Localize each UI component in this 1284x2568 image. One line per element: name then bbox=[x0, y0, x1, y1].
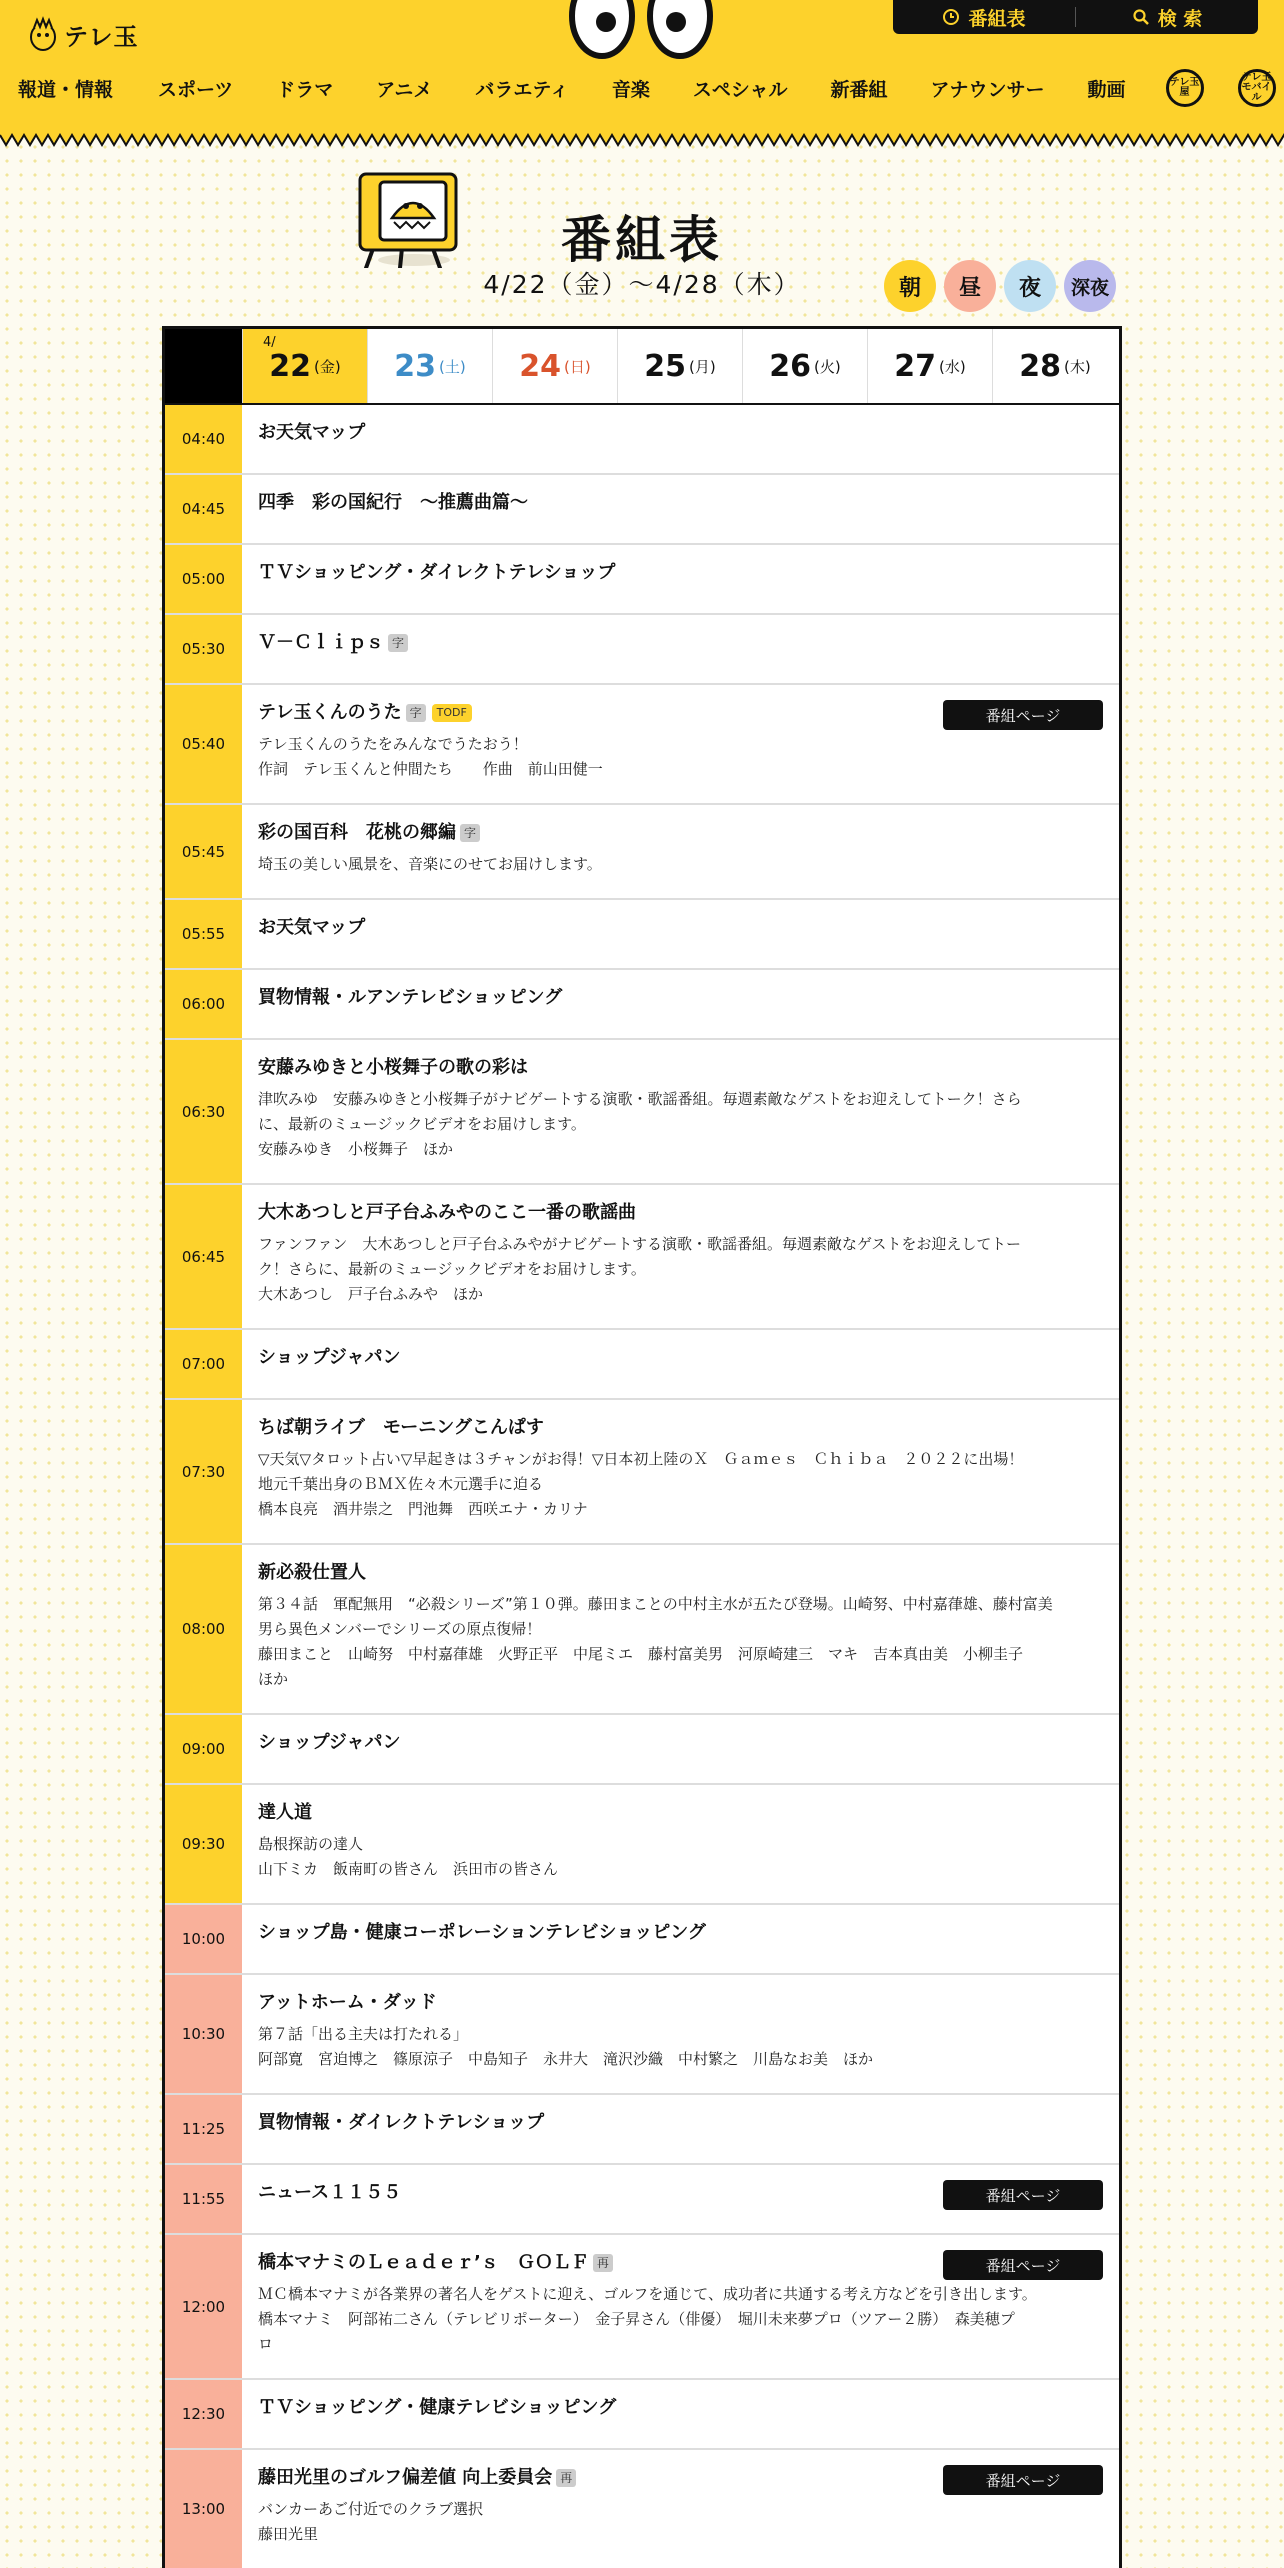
program-cell bbox=[242, 475, 1119, 543]
todf-badge: TODF bbox=[432, 704, 472, 722]
teletama-shop-badge[interactable] bbox=[1166, 69, 1204, 107]
program-title[interactable]: ショップジャパン bbox=[258, 1732, 401, 1753]
program-cell bbox=[242, 2235, 1119, 2378]
program-cell bbox=[242, 805, 1119, 898]
program-description-line: テレ玉くんのうたをみんなでうたおう！ bbox=[258, 735, 528, 753]
day-of-week: (金) bbox=[314, 357, 341, 376]
program-title[interactable]: テレ玉くんのうた bbox=[258, 702, 402, 723]
day-tab-28[interactable] bbox=[992, 329, 1117, 403]
program-cell bbox=[242, 970, 1119, 1038]
program-time: 04:45 bbox=[165, 475, 242, 543]
program-cell bbox=[242, 1975, 1119, 2093]
program-title-line bbox=[258, 917, 1103, 939]
program-description bbox=[258, 2282, 1103, 2357]
filter-daytime[interactable]: 昼 bbox=[944, 260, 996, 312]
program-row[interactable] bbox=[165, 685, 1119, 805]
program-title-line bbox=[258, 1922, 1103, 1944]
nav-drama[interactable]: ドラマ bbox=[276, 78, 334, 101]
program-page-button[interactable]: 番組ページ bbox=[943, 2180, 1103, 2210]
program-title[interactable]: 新必殺仕置人 bbox=[258, 1562, 366, 1583]
search-icon bbox=[1132, 8, 1150, 26]
program-description-line: 藤田光里 bbox=[258, 2525, 319, 2543]
day-number: 28 bbox=[1019, 348, 1062, 384]
day-of-week: (木) bbox=[1064, 357, 1091, 376]
day-number: 25 bbox=[644, 348, 687, 384]
program-row[interactable] bbox=[165, 1975, 1119, 2095]
schedule-table bbox=[162, 326, 1122, 2568]
program-cell bbox=[242, 900, 1119, 968]
nav-sports[interactable]: スポーツ bbox=[158, 78, 234, 101]
program-title-line bbox=[258, 1347, 1103, 1369]
program-row[interactable] bbox=[165, 1400, 1119, 1545]
program-row[interactable] bbox=[165, 2380, 1119, 2450]
program-row[interactable] bbox=[165, 2450, 1119, 2568]
program-cell bbox=[242, 1905, 1119, 1973]
program-time: 11:55 bbox=[165, 2165, 242, 2233]
program-title[interactable]: 彩の国百科 花桃の郷編 bbox=[258, 822, 456, 843]
day-tab-22[interactable] bbox=[242, 329, 367, 403]
logo-text: テレ玉 bbox=[64, 22, 139, 51]
program-row[interactable] bbox=[165, 2235, 1119, 2380]
program-cell bbox=[242, 685, 1119, 803]
program-page-button[interactable]: 番組ページ bbox=[943, 700, 1103, 730]
rerun-badge: 再 bbox=[556, 2469, 576, 2487]
nav-new-programs[interactable]: 新番組 bbox=[830, 78, 888, 101]
program-title-line bbox=[258, 562, 1103, 584]
program-time: 06:30 bbox=[165, 1040, 242, 1183]
program-title[interactable]: ショップジャパン bbox=[258, 1347, 401, 1368]
clock-icon bbox=[942, 8, 960, 26]
program-cell bbox=[242, 2095, 1119, 2163]
program-title[interactable]: ニュース１１５５ bbox=[258, 2182, 402, 2203]
program-title[interactable]: 四季 彩の国紀行 ～推薦曲篇～ bbox=[258, 492, 528, 513]
program-cell bbox=[242, 2165, 1119, 2233]
program-cell bbox=[242, 1040, 1119, 1183]
program-time: 08:00 bbox=[165, 1545, 242, 1713]
day-of-week: (土) bbox=[439, 357, 466, 376]
program-row[interactable] bbox=[165, 1185, 1119, 1330]
caption-badge: 字 bbox=[406, 704, 426, 722]
program-title[interactable]: Ｖ－Ｃｌｉｐｓ bbox=[258, 632, 384, 653]
program-time: 05:55 bbox=[165, 900, 242, 968]
program-row[interactable] bbox=[165, 405, 1119, 475]
teletama-mobile-badge[interactable] bbox=[1238, 69, 1276, 107]
nav-announcers[interactable]: アナウンサー bbox=[930, 78, 1045, 101]
program-description bbox=[258, 1832, 1103, 1882]
program-cell bbox=[242, 405, 1119, 473]
program-description-line: 第７話「出る主夫は打たれる」 bbox=[258, 2025, 469, 2043]
filter-late-night[interactable]: 深夜 bbox=[1064, 260, 1116, 312]
program-description-line: 大木あつし 戸子台ふみや ほか bbox=[258, 1285, 484, 1303]
day-of-week: (水) bbox=[939, 357, 966, 376]
nav-music[interactable]: 音楽 bbox=[611, 78, 650, 101]
program-title-line bbox=[258, 632, 1103, 654]
site-header bbox=[0, 0, 1284, 135]
filter-morning[interactable]: 朝 bbox=[884, 260, 936, 312]
program-time: 06:45 bbox=[165, 1185, 242, 1328]
program-title-line bbox=[258, 422, 1103, 444]
program-title-line bbox=[258, 1802, 1103, 1824]
program-description bbox=[258, 2497, 1103, 2547]
program-cell bbox=[242, 615, 1119, 683]
program-cell bbox=[242, 2380, 1119, 2448]
program-cell bbox=[242, 1785, 1119, 1903]
nav-anime[interactable]: アニメ bbox=[376, 78, 433, 101]
program-time: 05:00 bbox=[165, 545, 242, 613]
program-title-line bbox=[258, 1732, 1103, 1754]
program-cell bbox=[242, 1715, 1119, 1783]
schedule-link[interactable] bbox=[893, 4, 1075, 31]
nav-videos[interactable]: 動画 bbox=[1087, 78, 1126, 101]
program-row[interactable] bbox=[165, 545, 1119, 615]
rerun-badge: 再 bbox=[593, 2254, 613, 2272]
program-list bbox=[165, 405, 1119, 2568]
program-title[interactable]: ＴＶショッピング・ダイレクトテレショップ bbox=[258, 562, 616, 583]
program-title[interactable]: ちば朝ライブ モーニングこんぱす bbox=[258, 1417, 544, 1438]
program-title[interactable]: 藤田光里のゴルフ偏差値 向上委員会 bbox=[258, 2467, 553, 2488]
program-title[interactable]: 買物情報・ダイレクトテレショップ bbox=[258, 2112, 545, 2133]
program-description-line: 島根探訪の達人 bbox=[258, 1835, 364, 1853]
program-description-line: ほか bbox=[258, 1670, 289, 1688]
program-row[interactable] bbox=[165, 615, 1119, 685]
day-tabs-corner bbox=[165, 329, 242, 403]
program-description bbox=[258, 1232, 1103, 1307]
nav-news[interactable]: 報道・情報 bbox=[18, 78, 114, 101]
program-title-line bbox=[258, 2112, 1103, 2134]
caption-badge: 字 bbox=[460, 824, 480, 842]
program-time: 09:00 bbox=[165, 1715, 242, 1783]
program-title-line bbox=[258, 822, 1103, 844]
program-time: 09:30 bbox=[165, 1785, 242, 1903]
program-title[interactable]: 買物情報・ルアンテレビショッピング bbox=[258, 987, 563, 1008]
program-description-line: ＭＣ橋本マナミが各業界の著名人をゲストに迎え、ゴルフを通じて、成功者に共通する考え方などを引き出します。 bbox=[258, 2285, 1037, 2303]
program-description-line: ファンファン 大木あつしと戸子台ふみやがナビゲートする演歌・歌謡番組。毎週素敵なゲストをお迎えしてトー bbox=[258, 1235, 1022, 1253]
nav-special[interactable]: スペシャル bbox=[692, 78, 788, 101]
program-description bbox=[258, 1087, 1103, 1162]
program-title-line bbox=[258, 1202, 1103, 1224]
program-description-line: ▽天気▽タロット占い▽早起きは３チャンがお得！▽日本初上陸のＸ Ｇａｍｅｓ Ｃｈｉｂａ ２０２２に出場！ bbox=[258, 1450, 1024, 1468]
program-row[interactable] bbox=[165, 2165, 1119, 2235]
program-page-button[interactable]: 番組ページ bbox=[943, 2465, 1103, 2495]
program-description bbox=[258, 1592, 1103, 1692]
program-description-line: 橋本良亮 酒井崇之 門池舞 西咲エナ・カリナ bbox=[258, 1500, 588, 1518]
day-tabs bbox=[165, 329, 1119, 405]
program-description bbox=[258, 852, 1103, 877]
program-time: 07:30 bbox=[165, 1400, 242, 1543]
day-month: 4/ bbox=[263, 335, 276, 350]
day-of-week: (日) bbox=[564, 357, 591, 376]
header-zigzag-edge bbox=[0, 133, 1284, 149]
program-title[interactable]: お天気マップ bbox=[258, 917, 366, 938]
program-description-line: 安藤みゆき 小桜舞子 ほか bbox=[258, 1140, 454, 1158]
program-row[interactable] bbox=[165, 475, 1119, 545]
program-title-line bbox=[258, 1057, 1103, 1079]
program-description bbox=[258, 2022, 1103, 2072]
date-range: 4/22（金）〜4/28（木） bbox=[483, 270, 801, 299]
program-title-line bbox=[258, 1417, 1103, 1439]
program-row[interactable] bbox=[165, 1905, 1119, 1975]
program-cell bbox=[242, 1545, 1119, 1713]
teletama-mascot-icon bbox=[28, 16, 58, 52]
page-title: 番組表 bbox=[561, 211, 723, 269]
caption-badge: 字 bbox=[388, 634, 408, 652]
program-time: 13:00 bbox=[165, 2450, 242, 2568]
day-number: 27 bbox=[894, 348, 937, 384]
program-description-line: 橋本マナミ 阿部祐二さん（テレビリポーター） 金子昇さん（俳優） 堀川未来夢プロ（ツアー２勝） 森美穂プ bbox=[258, 2310, 1015, 2328]
search-button[interactable] bbox=[1076, 4, 1258, 31]
program-title-line bbox=[258, 987, 1103, 1009]
time-filter-group bbox=[884, 260, 1116, 312]
program-description-line: ロ bbox=[258, 2335, 274, 2353]
nav-variety[interactable]: バラエティ bbox=[475, 78, 569, 101]
program-time: 05:45 bbox=[165, 805, 242, 898]
program-time: 10:00 bbox=[165, 1905, 242, 1973]
program-row[interactable] bbox=[165, 900, 1119, 970]
program-time: 04:40 bbox=[165, 405, 242, 473]
mascot-eyes-icon bbox=[566, 0, 716, 62]
program-title-line bbox=[258, 2397, 1103, 2419]
program-description-line: に、最新のミュージックビデオをお届けします。 bbox=[258, 1115, 586, 1133]
program-row[interactable] bbox=[165, 1545, 1119, 1715]
search-button-label: 検 索 bbox=[1157, 7, 1203, 30]
program-page-button[interactable]: 番組ページ bbox=[943, 2250, 1103, 2280]
program-title[interactable]: お天気マップ bbox=[258, 422, 366, 443]
program-description-line: ク！さらに、最新のミュージックビデオをお届けします。 bbox=[258, 1260, 646, 1278]
program-cell bbox=[242, 1330, 1119, 1398]
program-title[interactable]: ＴＶショッピング・健康テレビショッピング bbox=[258, 2397, 617, 2418]
utility-bar bbox=[893, 0, 1258, 34]
program-row[interactable] bbox=[165, 805, 1119, 900]
program-description-line: 男ら異色メンバーでシリーズの原点復帰！ bbox=[258, 1620, 542, 1638]
day-number: 22 bbox=[269, 348, 312, 384]
filter-night[interactable]: 夜 bbox=[1004, 260, 1056, 312]
day-number: 24 bbox=[519, 348, 562, 384]
program-title-line bbox=[258, 492, 1103, 514]
program-description-line: 埼玉の美しい風景を、音楽にのせてお届けします。 bbox=[258, 855, 602, 873]
program-title[interactable]: 達人道 bbox=[258, 1802, 312, 1823]
program-title[interactable]: アットホーム・ダッド bbox=[258, 1992, 437, 2013]
program-cell bbox=[242, 545, 1119, 613]
schedule-link-label: 番組表 bbox=[968, 7, 1026, 30]
day-number: 23 bbox=[394, 348, 437, 384]
program-row[interactable] bbox=[165, 1040, 1119, 1185]
program-time: 12:30 bbox=[165, 2380, 242, 2448]
program-row[interactable] bbox=[165, 970, 1119, 1040]
day-tab-26[interactable] bbox=[742, 329, 867, 403]
day-tab-25[interactable] bbox=[617, 329, 742, 403]
program-time: 07:00 bbox=[165, 1330, 242, 1398]
site-logo[interactable] bbox=[28, 14, 139, 54]
program-time: 10:30 bbox=[165, 1975, 242, 2093]
program-title[interactable]: 橋本マナミのＬｅａｄｅｒ’ｓ ＧＯＬＦ bbox=[258, 2252, 589, 2273]
program-title[interactable]: 大木あつしと戸子台ふみやのここ一番の歌謡曲 bbox=[258, 1202, 636, 1223]
program-description-line: バンカーあご付近でのクラブ選択 bbox=[258, 2500, 484, 2518]
program-row[interactable] bbox=[165, 1330, 1119, 1400]
program-time: 05:30 bbox=[165, 615, 242, 683]
program-description bbox=[258, 1447, 1103, 1522]
program-title[interactable]: 安藤みゆきと小桜舞子の歌の彩は bbox=[258, 1057, 528, 1078]
program-time: 05:40 bbox=[165, 685, 242, 803]
program-title-line bbox=[258, 1562, 1103, 1584]
day-tab-24[interactable] bbox=[492, 329, 617, 403]
program-description-line: 津吹みゆ 安藤みゆきと小桜舞子がナビゲートする演歌・歌謡番組。毎週素敵なゲストをお迎えしてトーク！さら bbox=[258, 1090, 1022, 1108]
day-of-week: (月) bbox=[689, 357, 716, 376]
program-description-line: 藤田まこと 山崎努 中村嘉葎雄 火野正平 中尾ミエ 藤村富美男 河原崎建三 マキ 吉本真由美 小柳圭子 bbox=[258, 1645, 1024, 1663]
program-description-line: 第３４話 軍配無用 “必殺シリーズ”第１０弾。藤田まことの中村主水が五たび登場。山崎努、中村嘉葎雄、藤村富美 bbox=[258, 1595, 1053, 1613]
program-row[interactable] bbox=[165, 1715, 1119, 1785]
day-number: 26 bbox=[769, 348, 812, 384]
program-description-line: 作詞 テレ玉くんと仲間たち 作曲 前山田健一 bbox=[258, 760, 603, 778]
program-cell bbox=[242, 1185, 1119, 1328]
program-cell bbox=[242, 2450, 1119, 2568]
program-row[interactable] bbox=[165, 1785, 1119, 1905]
teletama-mobile-label: テレ玉モバイル bbox=[1241, 72, 1272, 103]
day-tab-27[interactable] bbox=[867, 329, 992, 403]
program-description-line: 地元千葉出身のＢＭＸ佐々木元選手に迫る bbox=[258, 1475, 544, 1493]
category-nav bbox=[18, 60, 1278, 116]
program-time: 12:00 bbox=[165, 2235, 242, 2378]
teletama-shop-label: テレ玉屋 bbox=[1169, 77, 1200, 98]
program-description-line: 山下ミカ 飯南町の皆さん 浜田市の皆さん bbox=[258, 1860, 559, 1878]
program-time: 06:00 bbox=[165, 970, 242, 1038]
day-tab-23[interactable] bbox=[367, 329, 492, 403]
program-description bbox=[258, 732, 1103, 782]
day-of-week: (火) bbox=[814, 357, 841, 376]
program-row[interactable] bbox=[165, 2095, 1119, 2165]
program-title[interactable]: ショップ島・健康コーポレーションテレビショッピング bbox=[258, 1922, 706, 1943]
program-title-line bbox=[258, 1992, 1103, 2014]
program-time: 11:25 bbox=[165, 2095, 242, 2163]
program-description-line: 阿部寛 宮迫博之 篠原涼子 中島知子 永井大 滝沢沙織 中村繁之 川島なお美 ほか bbox=[258, 2050, 874, 2068]
program-cell bbox=[242, 1400, 1119, 1543]
